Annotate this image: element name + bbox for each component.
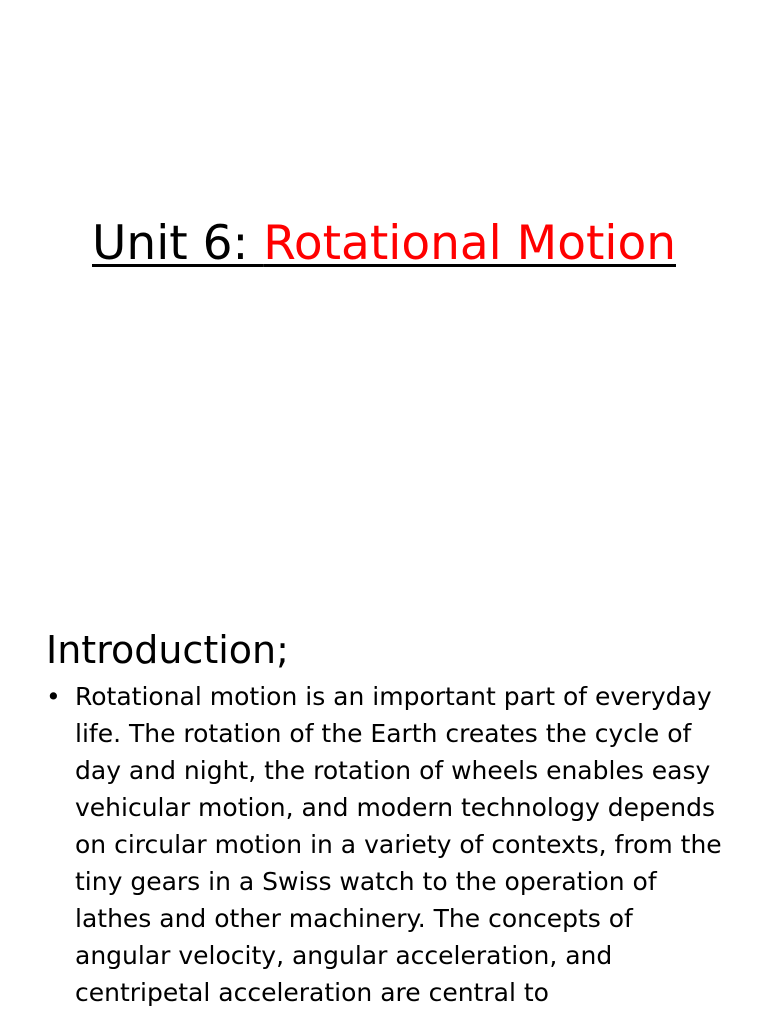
bullet-line: vehicular motion, and modern technology depends [75, 793, 715, 822]
bullet-line: tiny gears in a Swiss watch to the operation of [75, 867, 657, 896]
title-unit-label: Unit 6: [92, 216, 264, 271]
bullet-line: Rotational motion is an important part of everyday [75, 682, 712, 711]
bullet-item [46, 678, 736, 1011]
bullet-line: life. The rotation of the Earth creates the cycle of [75, 719, 692, 748]
bullet-list [46, 678, 736, 1011]
bullet-line: centripetal acceleration are central to [75, 978, 549, 1007]
bullet-dot-icon: • [46, 682, 61, 711]
bullet-line: lathes and other machinery. The concepts of [75, 904, 633, 933]
bullet-line: angular velocity, angular acceleration, and [75, 941, 613, 970]
bullet-line: on circular motion in a variety of contexts, from the [75, 830, 722, 859]
bullet-line: day and night, the rotation of wheels enables easy [75, 756, 711, 785]
title-topic: Rotational Motion [263, 216, 676, 271]
slide-title [0, 212, 768, 276]
intro-heading: Introduction; [46, 628, 289, 672]
